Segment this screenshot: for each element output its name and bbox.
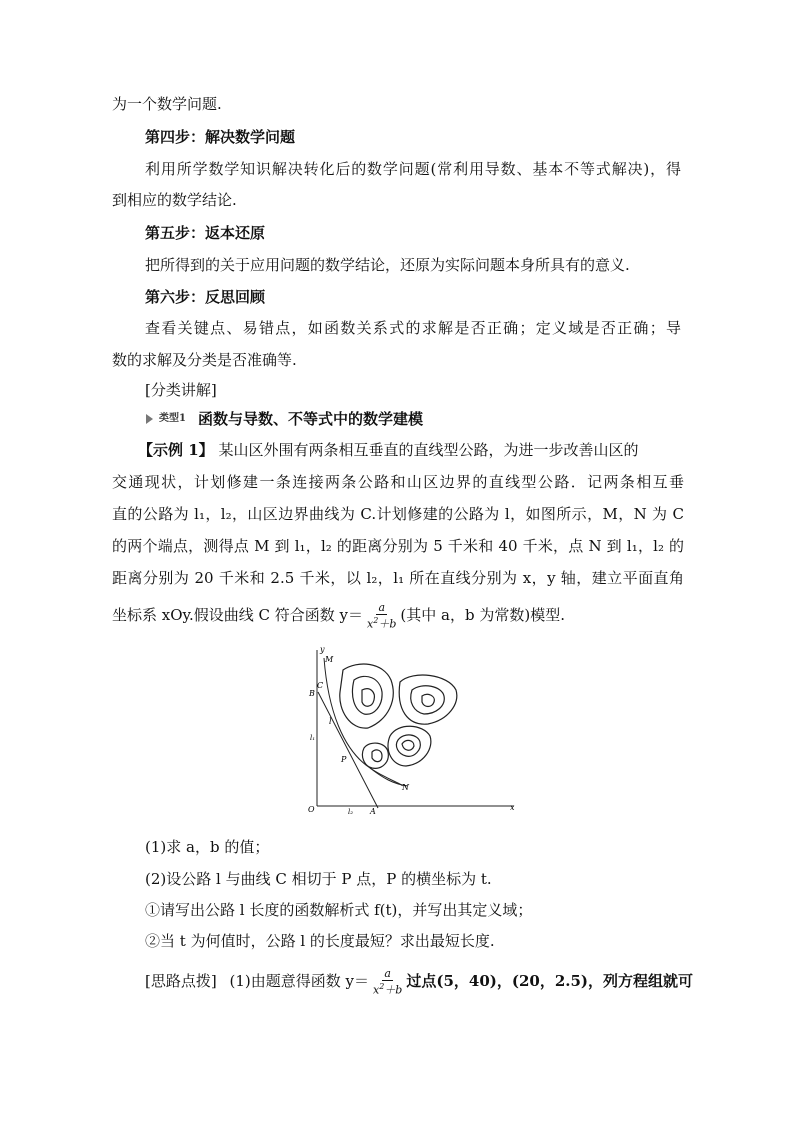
label-c: C — [317, 681, 324, 690]
hint-label: [思路点拨] — [145, 972, 217, 990]
contour-3-outer — [388, 726, 431, 766]
example-text-line1: 某山区外围有两条相互垂直的直线型公路，为进一步改善山区的 — [218, 441, 639, 459]
label-y: y — [320, 645, 325, 654]
example-line4: 的两个端点，测得点 M 到 l₁，l₂ 的距离分别为 5 千米和 40 千米，点 N 到 l₁，l₂ 的 — [112, 537, 684, 555]
contour-4-outer — [362, 743, 388, 768]
label-x: x — [510, 803, 515, 812]
hint-fraction: $\frac{a}{x^2+b}$ — [373, 966, 403, 997]
contour-1-middle — [352, 676, 382, 714]
example-line1 — [138, 439, 684, 461]
step5-title: 第五步：返本还原 — [145, 224, 266, 242]
step4-body-line2: 到相应的数学结论. — [112, 191, 237, 209]
hint-pre: (1)由题意得函数 y＝ — [229, 972, 369, 990]
label-n: N — [402, 783, 409, 792]
contour-2-middle — [411, 686, 445, 714]
question-2: (2)设公路 l 与曲线 C 相切于 P 点，P 的横坐标为 t. — [145, 870, 492, 888]
question-1: (1)求 a，b 的值； — [145, 838, 270, 856]
hint-post: 过点(5，40)，(20，2.5)，列方程组就可 — [406, 972, 694, 990]
contour-3-middle — [396, 735, 420, 756]
label-m: M — [325, 655, 334, 664]
example-line3: 直的公路为 l₁，l₂，山区边界曲线为 C.计划修建的公路为 l，如图所示，M，N 为 C — [112, 505, 684, 523]
road-diagram — [298, 640, 518, 824]
example-line6-post: (其中 a，b 为常数)模型. — [400, 606, 565, 624]
intro-text: 为一个数学问题. — [112, 95, 222, 113]
section-heading: [分类讲解] — [145, 381, 217, 399]
fraction-a-over-x2-plus-b — [365, 602, 398, 631]
type1-title: 函数与导数、不等式中的数学建模 — [197, 410, 423, 428]
type1-heading — [146, 408, 718, 430]
road-l — [318, 692, 378, 808]
label-o: O — [308, 805, 315, 814]
example-line5: 距离分别为 20 千米和 2.5 千米，以 l₂，l₁ 所在直线分别为 x，y 轴，建立平面直角 — [112, 569, 684, 587]
fraction-denominator: $x^2+b$ — [367, 615, 397, 631]
label-b: B — [309, 689, 315, 698]
question-2-part-1: ①请写出公路 l 长度的函数解析式 f(t)，并写出其定义域； — [145, 901, 533, 919]
contour-1-outer — [340, 664, 393, 728]
contour-4-inner — [372, 750, 382, 762]
example-label: 【示例 1】 — [138, 441, 214, 459]
curve-c — [324, 658, 402, 786]
step4-title: 第四步：解决数学问题 — [145, 128, 296, 146]
fraction-numerator: a — [378, 600, 385, 614]
example-line6 — [112, 601, 684, 630]
contour-2-inner — [422, 694, 434, 706]
label-a: A — [370, 807, 376, 816]
contour-1-inner — [362, 689, 374, 707]
step5-body: 把所得到的关于应用问题的数学结论，还原为实际问题本身所具有的意义. — [145, 256, 630, 274]
label-l: l — [329, 717, 332, 726]
step6-body-line1: 查看关键点、易错点，如函数关系式的求解是否正确；定义域是否正确；导 — [145, 319, 681, 337]
type1-tag: 类型1 — [159, 413, 186, 424]
question-2-part-2: ②当 t 为何值时，公路 l 的长度最短？求出最短长度. — [145, 932, 495, 950]
example-line6-pre: 坐标系 xOy.假设曲线 C 符合函数 y＝ — [112, 606, 364, 624]
road-diagram-svg — [298, 640, 518, 820]
hint-line — [145, 966, 694, 997]
label-l2: l₂ — [348, 808, 354, 816]
step4-body-line1: 利用所学数学知识解决转化后的数学问题(常利用导数、基本不等式解决)，得 — [145, 160, 681, 178]
step6-title: 第六步：反思回顾 — [145, 288, 266, 306]
example-line2: 交通现状，计划修建一条连接两条公路和山区边界的直线型公路．记两条相互垂 — [112, 473, 684, 491]
label-l1: l₁ — [310, 734, 316, 742]
contour-2-outer — [399, 675, 457, 724]
step6-body-line2: 数的求解及分类是否准确等. — [112, 351, 297, 369]
label-p: P — [341, 755, 347, 764]
contour-3-inner — [402, 740, 414, 750]
triangle-marker-icon — [146, 414, 153, 424]
